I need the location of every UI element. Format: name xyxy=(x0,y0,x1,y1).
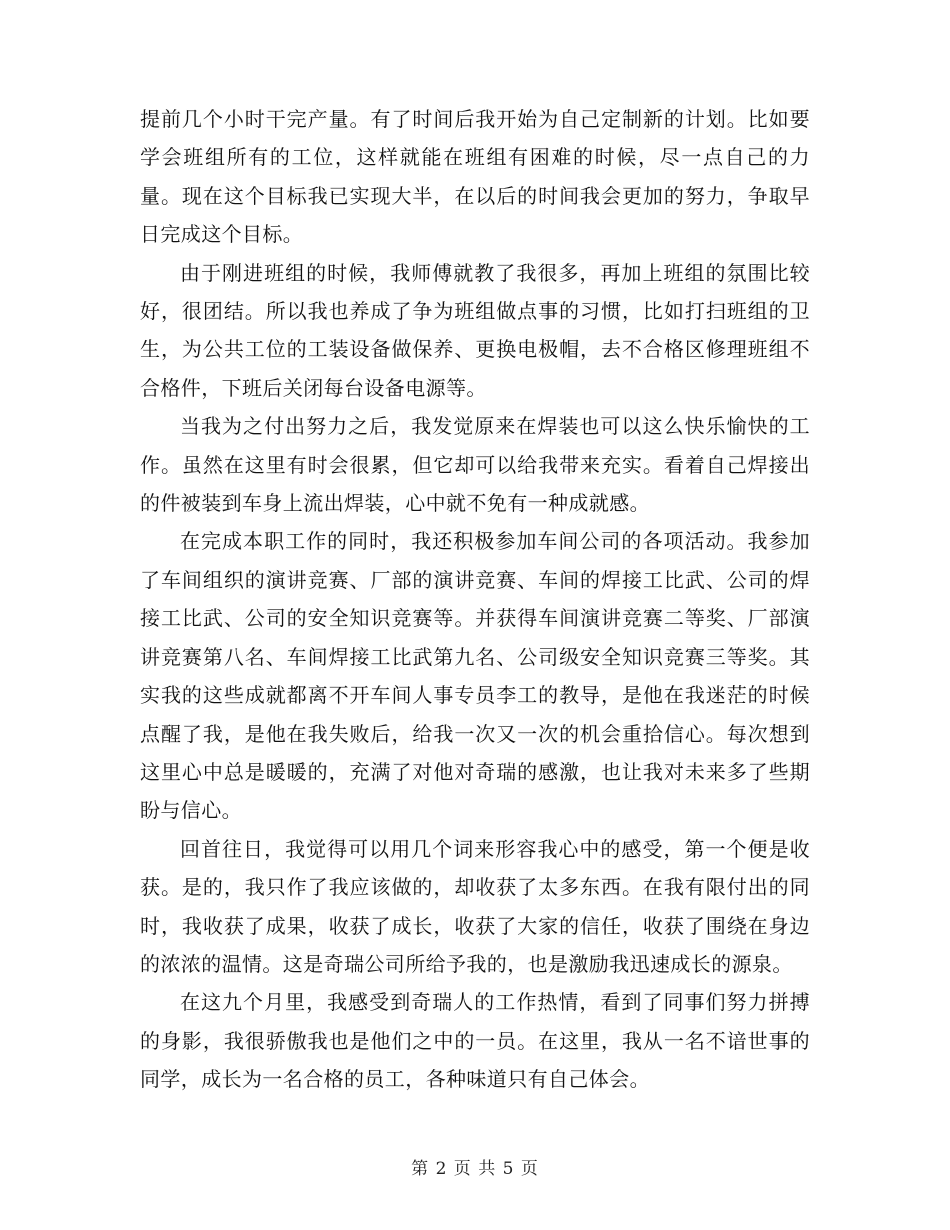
document-body xyxy=(140,100,810,1099)
paragraph-6: 在这九个月里，我感受到奇瑞人的工作热情，看到了同事们努力拼搏的身影，我很骄傲我也是他们之中的一员。在这里，我从一名不谙世事的同学，成长为一名合格的员工，各种味道只有自己体会。 xyxy=(140,990,810,1092)
paragraph-5: 回首往日，我觉得可以用几个词来形容我心中的感受，第一个便是收获。是的，我只作了我应该做的，却收获了太多东西。在我有限付出的同时，我收获了成果，收获了成长，收获了大家的信任，收获了围绕在身边的浓浓的温情。这是奇瑞公司所给予我的，也是激励我迅速成长的源泉。 xyxy=(140,836,810,976)
paragraph-2: 由于刚进班组的时候，我师傅就教了我很多，再加上班组的氛围比较好，很团结。所以我也养成了争为班组做点事的习惯，比如打扫班组的卫生，为公共工位的工装设备做保养、更换电极帽，去不合格区修理班组不合格件，下班后关闭每台设备电源等。 xyxy=(140,260,810,400)
paragraph-3: 当我为之付出努力之后，我发觉原来在焊装也可以这么快乐愉快的工作。虽然在这里有时会很累，但它却可以给我带来充实。看着自己焊接出的件被装到车身上流出焊装，心中就不免有一种成就感。 xyxy=(140,414,810,516)
paragraph-4: 在完成本职工作的同时，我还积极参加车间公司的各项活动。我参加了车间组织的演讲竞赛、厂部的演讲竞赛、车间的焊接工比武、公司的焊接工比武、公司的安全知识竞赛等。并获得车间演讲竞赛二等奖、厂部演讲竞赛第八名、车间焊接工比武第九名、公司级安全知识竞赛三等奖。其实我的这些成就都离不开车间人事专员李工的教导，是他在我迷茫的时候点醒了我，是他在我失败后，给我一次又一次的机会重拾信心。每次想到这里心中总是暖暖的，充满了对他对奇瑞的感激，也让我对未来多了些期盼与信心。 xyxy=(140,529,810,823)
page-number-footer: 第 2 页 共 5 页 xyxy=(411,1159,539,1179)
paragraph-1: 提前几个小时干完产量。有了时间后我开始为自己定制新的计划。比如要学会班组所有的工位，这样就能在班组有困难的时候，尽一点自己的力量。现在这个目标我已实现大半，在以后的时间我会更加的努力，争取早日完成这个目标。 xyxy=(140,107,810,247)
